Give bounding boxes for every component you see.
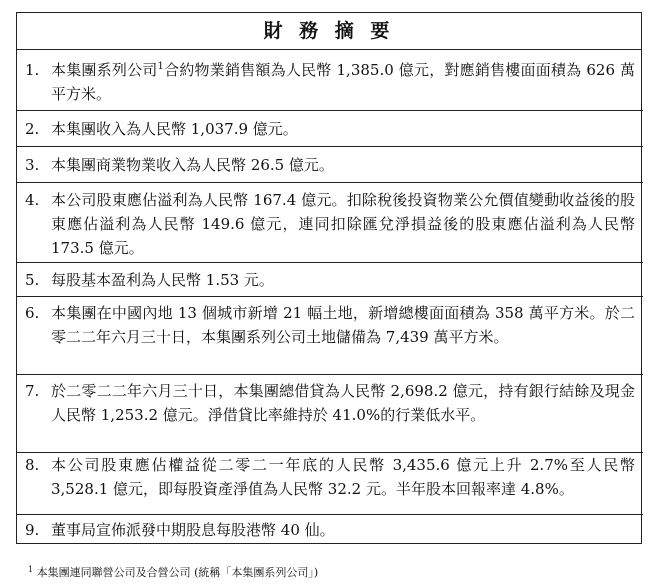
item-number: 3. [25, 156, 40, 174]
summary-item-2 [17, 110, 643, 146]
summary-item-4 [17, 182, 643, 262]
item-number: 8. [25, 456, 40, 474]
summary-item-5 [17, 262, 643, 296]
footnote [28, 566, 318, 580]
item-text-part: 合約物業銷售額為人民幣 1,385.0 億元，對應銷售樓面面積為 626 萬平方米。 [51, 61, 635, 103]
item-number: 5. [25, 271, 40, 289]
summary-item-6 [17, 296, 643, 374]
footnote-text: 本集團連同聯營公司及合營公司 (統稱「本集團系列公司」) [36, 566, 319, 579]
item-text: 本公司股東應佔權益從二零二一年底的人民幣 3,435.6 億元上升 2.7%至人民幣 3,528.1 億元，即每股資產淨值為人民幣 32.2 元。半年股本回報率達 4.8%。 [51, 456, 635, 498]
summary-item-9 [17, 514, 643, 543]
item-text-part: 本集團系列公司 [51, 61, 158, 79]
footnote-ref: 1 [157, 61, 164, 72]
item-number: 6. [25, 304, 40, 322]
item-number: 9. [25, 521, 40, 539]
item-number: 7. [25, 382, 40, 400]
summary-item-3 [17, 146, 643, 182]
item-text: 本集團在中國內地 13 個城市新增 21 幅土地，新增總樓面面積為 358 萬平方米。於二零二二年六月三十日，本集團系列公司土地儲備為 7,439 萬平方米。 [51, 304, 635, 346]
item-text [51, 58, 635, 106]
item-number: 4. [25, 191, 40, 209]
item-text: 董事局宣佈派發中期股息每股港幣 40 仙。 [51, 521, 335, 539]
footnote-mark: 1 [28, 565, 34, 574]
item-text: 每股基本盈利為人民幣 1.53 元。 [51, 271, 274, 289]
item-text: 本集團收入為人民幣 1,037.9 億元。 [51, 120, 298, 138]
item-number: 1. [25, 61, 40, 79]
item-number: 2. [25, 120, 40, 138]
summary-item-8 [17, 452, 643, 514]
summary-item-1 [17, 50, 643, 110]
summary-title: 財 務 摘 要 [17, 13, 641, 50]
summary-item-7 [17, 374, 643, 452]
item-text: 本集團商業物業收入為人民幣 26.5 億元。 [51, 156, 334, 174]
financial-summary-box [16, 12, 642, 544]
item-text: 本公司股東應佔溢利為人民幣 167.4 億元。扣除稅後投資物業公允價值變動收益後的股東應佔溢利為人民幣 149.6 億元，連同扣除匯兌淨損益後的股東應佔溢利為人民幣 173.5 億元。 [51, 191, 635, 257]
item-text: 於二零二二年六月三十日，本集團總借貸為人民幣 2,698.2 億元，持有銀行結餘及現金人民幣 1,253.2 億元。淨借貸比率維持於 41.0%的行業低水平。 [51, 382, 635, 424]
